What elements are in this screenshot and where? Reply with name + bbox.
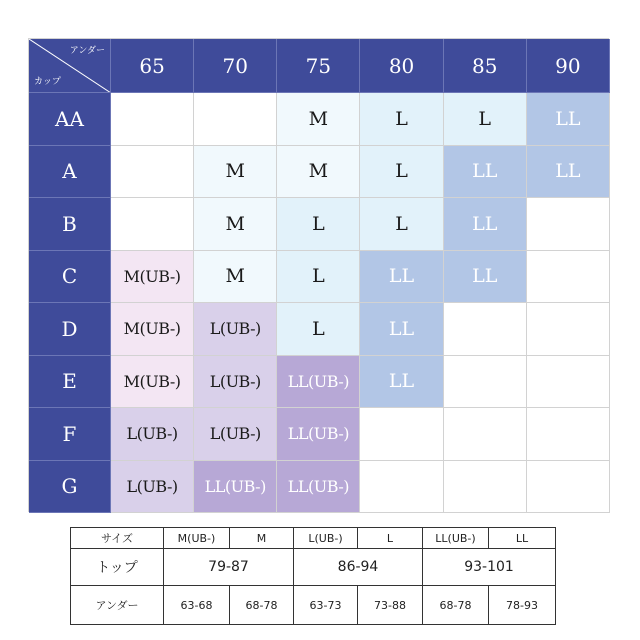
size-cell <box>527 356 610 409</box>
corner-cup-label: カップ <box>34 77 61 87</box>
size-cell <box>444 408 527 461</box>
size-cell: L <box>360 93 443 146</box>
size-cell <box>360 461 443 514</box>
cup-header-aa: AA <box>29 93 111 146</box>
size-cell <box>111 146 194 199</box>
size-cell: M(UB-) <box>111 356 194 409</box>
size-cell: L(UB-) <box>194 356 277 409</box>
under-header-85: 85 <box>444 39 527 93</box>
legend-top-label: トップ <box>71 549 164 586</box>
cup-header-f: F <box>29 408 111 461</box>
legend-size-cell: LL(UB-) <box>423 528 489 549</box>
under-header-75: 75 <box>277 39 360 93</box>
size-cell: M <box>277 93 360 146</box>
legend-size-label: サイズ <box>71 528 164 549</box>
legend-size-cell: LL <box>489 528 556 549</box>
legend-size-cell: L <box>358 528 423 549</box>
size-cell: L <box>360 146 443 199</box>
size-cell: LL(UB-) <box>277 356 360 409</box>
cup-header-g: G <box>29 461 111 514</box>
legend-under-cell: 78-93 <box>489 586 556 625</box>
size-cell: LL <box>360 356 443 409</box>
size-cell: M(UB-) <box>111 251 194 304</box>
legend-under-cell: 63-73 <box>294 586 358 625</box>
size-legend-table <box>70 527 556 625</box>
size-cell: M <box>194 146 277 199</box>
size-cell: LL(UB-) <box>194 461 277 514</box>
size-cell: L <box>277 251 360 304</box>
grid-corner-header <box>29 39 111 93</box>
size-cell <box>527 461 610 514</box>
legend-top-cell: 86-94 <box>294 549 423 586</box>
legend-under-cell: 68-78 <box>230 586 294 625</box>
cup-header-e: E <box>29 356 111 409</box>
size-cell <box>360 408 443 461</box>
size-cell: L <box>277 198 360 251</box>
size-cell: M <box>194 251 277 304</box>
size-cell: M <box>194 198 277 251</box>
cup-header-c: C <box>29 251 111 304</box>
legend-under-row <box>71 586 556 625</box>
cup-header-d: D <box>29 303 111 356</box>
size-chart-grid <box>28 38 609 512</box>
legend-top-cell: 93-101 <box>423 549 556 586</box>
legend-under-label: アンダー <box>71 586 164 625</box>
size-cell: L(UB-) <box>111 461 194 514</box>
size-cell: LL <box>360 251 443 304</box>
size-cell: LL <box>444 146 527 199</box>
size-cell: L(UB-) <box>111 408 194 461</box>
cup-header-a: A <box>29 146 111 199</box>
size-cell: L(UB-) <box>194 303 277 356</box>
legend-size-cell: M(UB-) <box>164 528 230 549</box>
size-cell: LL <box>527 146 610 199</box>
legend-under-cell: 63-68 <box>164 586 230 625</box>
size-cell: LL <box>444 251 527 304</box>
size-cell <box>444 303 527 356</box>
legend-top-row <box>71 549 556 586</box>
size-cell: LL <box>444 198 527 251</box>
legend-under-cell: 73-88 <box>358 586 423 625</box>
under-header-80: 80 <box>360 39 443 93</box>
size-cell <box>527 198 610 251</box>
size-cell <box>527 303 610 356</box>
size-cell <box>194 93 277 146</box>
size-cell: L <box>277 303 360 356</box>
size-cell: L <box>360 198 443 251</box>
size-cell: LL(UB-) <box>277 461 360 514</box>
size-cell <box>111 93 194 146</box>
under-header-70: 70 <box>194 39 277 93</box>
size-cell: LL <box>527 93 610 146</box>
size-cell <box>444 461 527 514</box>
legend-size-cell: M <box>230 528 294 549</box>
size-cell: L <box>444 93 527 146</box>
legend-size-cell: L(UB-) <box>294 528 358 549</box>
legend-under-cell: 68-78 <box>423 586 489 625</box>
under-header-90: 90 <box>527 39 610 93</box>
size-cell: M <box>277 146 360 199</box>
under-header-65: 65 <box>111 39 194 93</box>
legend-top-cell: 79-87 <box>164 549 294 586</box>
size-cell: M(UB-) <box>111 303 194 356</box>
size-cell <box>527 408 610 461</box>
size-cell <box>444 356 527 409</box>
size-cell <box>111 198 194 251</box>
cup-header-b: B <box>29 198 111 251</box>
size-cell: LL(UB-) <box>277 408 360 461</box>
legend-size-row <box>71 528 556 549</box>
size-cell: LL <box>360 303 443 356</box>
size-cell: L(UB-) <box>194 408 277 461</box>
size-cell <box>527 251 610 304</box>
corner-under-label: アンダー <box>69 46 105 56</box>
